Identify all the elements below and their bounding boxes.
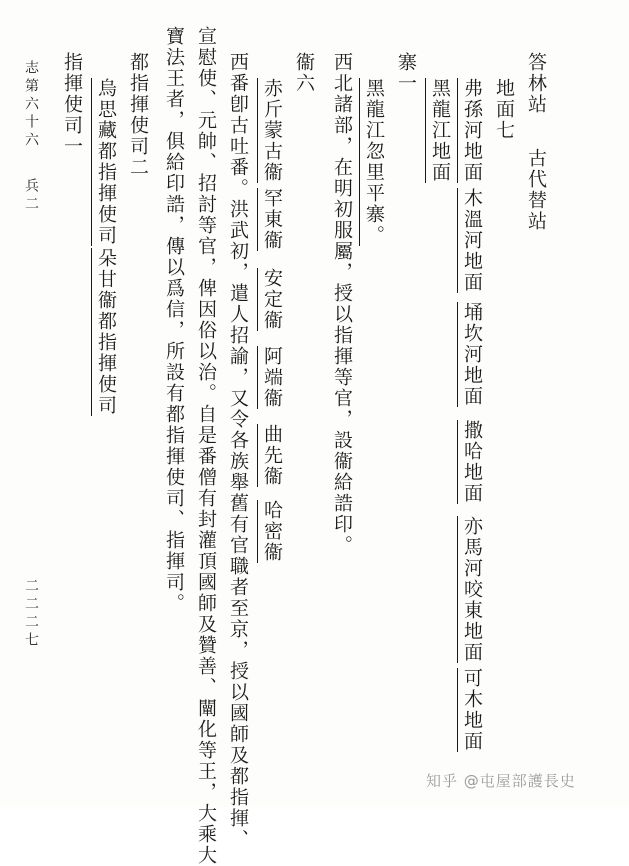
station-entry-gudaiti: 古代替站 [525,148,547,232]
wei-item-2: 罕東衞 [261,188,283,251]
place-item-3: 埇坎河地面 [461,302,483,407]
prose-xifan-1: 西番卽古吐番。洪武初，遣人招諭，又令各族舉舊有官職者至京，授以國師及都指揮、 [227,52,249,850]
place-item-1: 弗孫河地面 [461,78,483,183]
wei-item-4: 阿端衞 [261,346,283,409]
place-item-2: 木溫河地面 [461,188,483,293]
station-entry-dalin: 答林站 [525,52,547,115]
wei-item-5: 曲先衞 [261,424,283,487]
wei-item-1: 赤斤蒙古衞 [261,78,283,183]
page-number: 二二二七 [23,578,39,650]
running-header-section: 兵二 [23,178,39,214]
wei-item-6: 哈密衞 [261,500,283,563]
section-heading-wei: 衞六 [293,52,315,94]
duzhihui-item-2: 朵甘衞都指揮使司 [95,248,117,416]
prose-xifan-3: 寶法王者，俱給印誥，傳以爲信，所設有都指揮使司、指揮司。 [163,26,185,614]
section-heading-dimian: 地面七 [493,78,515,141]
duzhihui-item-1: 烏思藏都指揮使司 [95,78,117,246]
running-header-volume: 志第六十六 [23,60,39,150]
prose-xifan-2: 宣慰使、元帥、招討等官，俾因俗以治。自是番僧有封灌頂國師及贊善、闡化等王，大乘大 [195,26,217,866]
place-item-4: 撒哈地面 [461,420,483,504]
watermark-text: 知乎 @屯屋部護長史 [426,772,576,790]
place-item-5: 亦馬河咬東地面 [461,516,483,663]
section-heading-zhai: 寨一 [395,52,417,94]
place-item-7: 黑龍江地面 [429,78,451,183]
prose-northwest: 西北諸部，在明初服屬，授以指揮等官，設衞給誥印。 [331,52,353,556]
place-item-6: 可木地面 [461,668,483,752]
section-heading-zhihuishisi: 指揮使司一 [61,52,83,157]
zhai-entry: 黑龍江忽里平寨。 [363,78,385,246]
section-heading-duzhihuishisi: 都指揮使司二 [127,52,149,178]
wei-item-3: 安定衞 [261,268,283,331]
